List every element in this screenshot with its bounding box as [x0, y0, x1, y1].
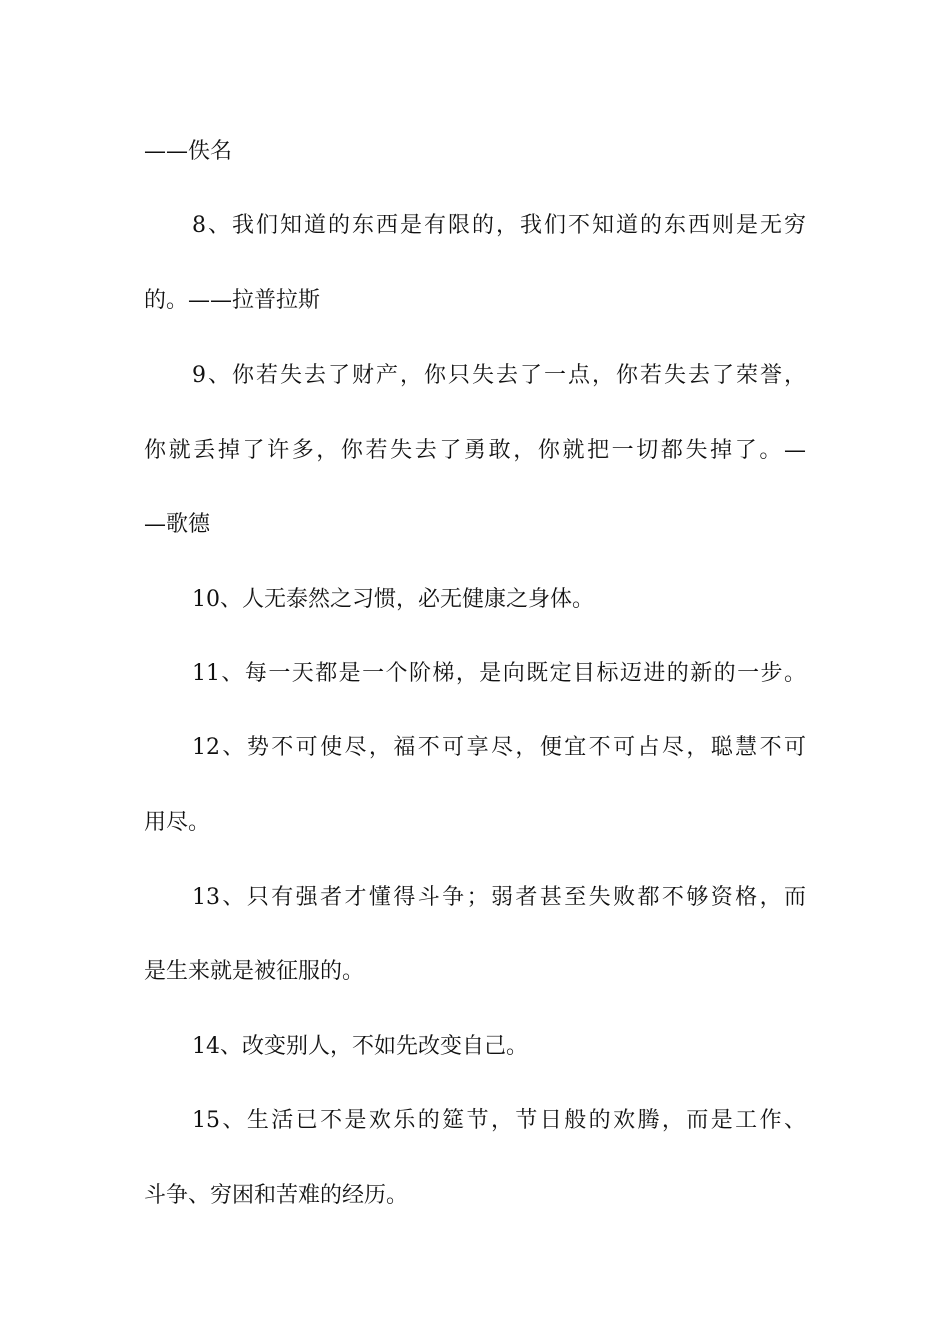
text-line: 的。——拉普拉斯	[144, 288, 321, 313]
text-line: 13、只有强者才懂得斗争；弱者甚至失败都不够资格，而	[192, 885, 806, 910]
text-line: 14、改变别人，不如先改变自己。	[192, 1034, 528, 1059]
text-line: 12、势不可使尽，福不可享尽，便宜不可占尽，聪慧不可	[192, 735, 806, 760]
text-line: 是生来就是被征服的。	[144, 959, 365, 984]
text-line: ——佚名	[144, 139, 233, 164]
text-line: 11、每一天都是一个阶梯，是向既定目标迈进的新的一步。	[192, 661, 806, 686]
text-line: 8、我们知道的东西是有限的，我们不知道的东西则是无穷	[192, 213, 806, 238]
text-line: 斗争、穷困和苦难的经历。	[144, 1183, 409, 1208]
text-line: 用尽。	[144, 810, 211, 835]
text-line: —歌德	[144, 512, 211, 537]
text-line: 10、人无泰然之习惯，必无健康之身体。	[192, 587, 594, 612]
text-line: 15、生活已不是欢乐的筵节，节日般的欢腾，而是工作、	[192, 1108, 806, 1133]
text-line: 9、你若失去了财产，你只失去了一点，你若失去了荣誉，	[192, 363, 806, 388]
text-line: 你就丢掉了许多，你若失去了勇敢，你就把一切都失掉了。—	[144, 438, 806, 463]
